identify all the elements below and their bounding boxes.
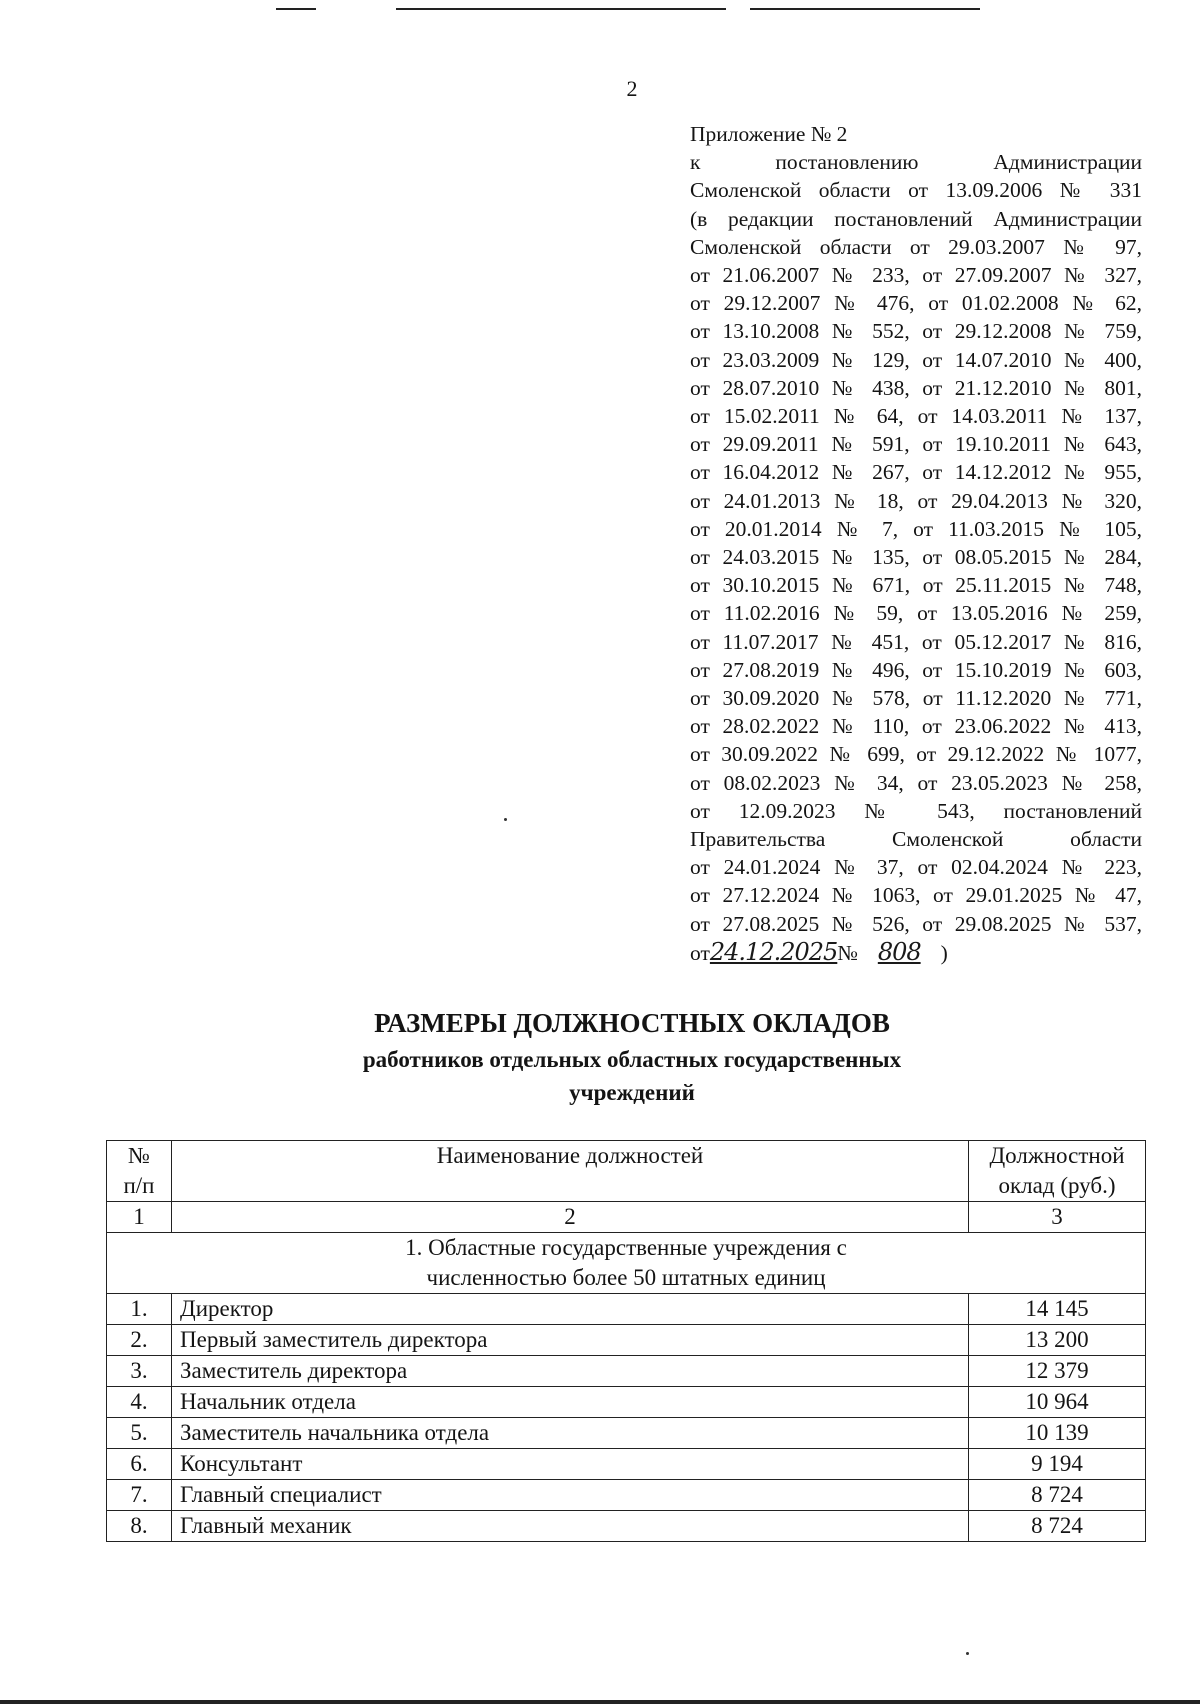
number-sign: № bbox=[837, 940, 858, 965]
annex-line: от 12.09.2023 № 543, постановлений bbox=[690, 798, 1142, 823]
row-salary: 9 194 bbox=[969, 1449, 1146, 1480]
table-row bbox=[107, 1356, 1146, 1387]
column-number: 1 bbox=[107, 1202, 172, 1233]
row-num: 5. bbox=[107, 1418, 172, 1449]
header-salary bbox=[969, 1141, 1146, 1202]
scan-artifact-bottom bbox=[0, 1700, 1200, 1704]
table-row bbox=[107, 1325, 1146, 1356]
handwritten-date: 24.12.2025 bbox=[709, 937, 838, 966]
annex-line: от 20.01.2014 № 7, от 11.03.2015 № 105, bbox=[690, 516, 1142, 541]
row-salary: 10 139 bbox=[969, 1418, 1146, 1449]
annex-line: от 28.02.2022 № 110, от 23.06.2022 № 413, bbox=[690, 714, 1142, 739]
table-row bbox=[107, 1294, 1146, 1325]
row-position: Заместитель директора bbox=[172, 1356, 969, 1387]
section-heading-line2: численностью более 50 штатных единиц bbox=[426, 1265, 826, 1290]
document-title: РАЗМЕРЫ ДОЛЖНОСТНЫХ ОКЛАДОВ bbox=[374, 1008, 890, 1038]
header-num-line2: п/п bbox=[123, 1173, 155, 1198]
row-num: 6. bbox=[107, 1449, 172, 1480]
table-row bbox=[107, 1449, 1146, 1480]
row-position: Начальник отдела bbox=[172, 1387, 969, 1418]
annex-line: от 15.02.2011 № 64, от 14.03.2011 № 137, bbox=[690, 404, 1142, 429]
annex-line: от 29.09.2011 № 591, от 19.10.2011 № 643, bbox=[690, 432, 1142, 457]
section-heading bbox=[107, 1233, 1146, 1294]
row-position: Заместитель начальника отдела bbox=[172, 1418, 969, 1449]
header-name: Наименование должностей bbox=[172, 1141, 969, 1202]
header-salary-line2: оклад (руб.) bbox=[998, 1173, 1116, 1198]
annex-line: к постановлению Администрации bbox=[690, 150, 1142, 175]
closing-paren: ) bbox=[940, 940, 948, 965]
row-salary: 8 724 bbox=[969, 1511, 1146, 1542]
row-position: Директор bbox=[172, 1294, 969, 1325]
column-number: 2 bbox=[172, 1202, 969, 1233]
row-num: 8. bbox=[107, 1511, 172, 1542]
annex-line: Смоленской области от 13.09.2006 № 331 bbox=[690, 178, 1142, 203]
row-num: 2. bbox=[107, 1325, 172, 1356]
row-num: 3. bbox=[107, 1356, 172, 1387]
annex-line: от 30.10.2015 № 671, от 25.11.2015 № 748, bbox=[690, 573, 1142, 598]
column-number: 3 bbox=[969, 1202, 1146, 1233]
annex-line: от 24.01.2024 № 37, от 02.04.2024 № 223, bbox=[690, 855, 1142, 880]
annex-line: (в редакции постановлений Администрации bbox=[690, 206, 1142, 231]
header-num bbox=[107, 1141, 172, 1202]
row-position: Консультант bbox=[172, 1449, 969, 1480]
section-row bbox=[107, 1233, 1146, 1294]
row-salary: 12 379 bbox=[969, 1356, 1146, 1387]
header-num-line1: № bbox=[128, 1143, 150, 1168]
row-position: Главный механик bbox=[172, 1511, 969, 1542]
row-num: 1. bbox=[107, 1294, 172, 1325]
table-row bbox=[107, 1387, 1146, 1418]
header-salary-line1: Должностной bbox=[989, 1143, 1125, 1168]
annex-line: от 30.09.2020 № 578, от 11.12.2020 № 771, bbox=[690, 686, 1142, 711]
row-salary: 8 724 bbox=[969, 1480, 1146, 1511]
annex-line: от 30.09.2022 № 699, от 29.12.2022 № 1077, bbox=[690, 742, 1142, 767]
scan-artifact-top-1 bbox=[276, 8, 316, 10]
annex-line: от 16.04.2012 № 267, от 14.12.2012 № 955, bbox=[690, 460, 1142, 485]
row-num: 4. bbox=[107, 1387, 172, 1418]
annex-line: Правительства Смоленской области bbox=[690, 827, 1142, 852]
row-position: Первый заместитель директора bbox=[172, 1325, 969, 1356]
annex-line: от 13.10.2008 № 552, от 29.12.2008 № 759, bbox=[690, 319, 1142, 344]
column-numbers-row bbox=[107, 1202, 1146, 1233]
scan-speck bbox=[504, 818, 507, 821]
annex-header bbox=[690, 120, 1142, 967]
document-subtitle-line1: работников отдельных областных государственных bbox=[362, 1047, 902, 1072]
table-row bbox=[107, 1511, 1146, 1542]
scan-artifact-top-2 bbox=[396, 8, 726, 10]
annex-line: от 24.03.2015 № 135, от 08.05.2015 № 284, bbox=[690, 545, 1142, 570]
annex-line: от 27.08.2025 № 526, от 29.08.2025 № 537, bbox=[690, 911, 1142, 936]
row-salary: 10 964 bbox=[969, 1387, 1146, 1418]
scan-artifact-top-3 bbox=[750, 8, 980, 10]
annex-line: от 08.02.2023 № 34, от 23.05.2023 № 258, bbox=[690, 770, 1142, 795]
row-salary: 14 145 bbox=[969, 1294, 1146, 1325]
annex-line: от 21.06.2007 № 233, от 27.09.2007 № 327, bbox=[690, 263, 1142, 288]
table-row bbox=[107, 1480, 1146, 1511]
scan-speck bbox=[966, 1652, 969, 1655]
annex-line: от 27.08.2019 № 496, от 15.10.2019 № 603, bbox=[690, 657, 1142, 682]
annex-line: от 24.01.2013 № 18, от 29.04.2013 № 320, bbox=[690, 488, 1142, 513]
annex-line: от 11.02.2016 № 59, от 13.05.2016 № 259, bbox=[690, 601, 1142, 626]
section-heading-line1: 1. Областные государственные учреждения с bbox=[405, 1235, 847, 1260]
row-position: Главный специалист bbox=[172, 1480, 969, 1511]
row-num: 7. bbox=[107, 1480, 172, 1511]
annex-last-prefix: от bbox=[690, 940, 710, 965]
handwritten-number: 808 bbox=[877, 937, 921, 966]
annex-line: Смоленской области от 29.03.2007 № 97, bbox=[690, 234, 1142, 259]
annex-line: от 28.07.2010 № 438, от 21.12.2010 № 801, bbox=[690, 375, 1142, 400]
document-subtitle-line2: учреждений bbox=[569, 1080, 695, 1105]
annex-line: от 29.12.2007 № 476, от 01.02.2008 № 62, bbox=[690, 291, 1142, 316]
annex-line: от 11.07.2017 № 451, от 05.12.2017 № 816, bbox=[690, 629, 1142, 654]
salary-table bbox=[106, 1140, 1146, 1542]
page-number: 2 bbox=[626, 76, 638, 101]
row-salary: 13 200 bbox=[969, 1325, 1146, 1356]
annex-line: от 23.03.2009 № 129, от 14.07.2010 № 400, bbox=[690, 347, 1142, 372]
annex-last-line bbox=[690, 938, 1142, 967]
annex-line: Приложение № 2 bbox=[690, 122, 848, 146]
annex-line: от 27.12.2024 № 1063, от 29.01.2025 № 47, bbox=[690, 883, 1142, 908]
table-header-row bbox=[107, 1141, 1146, 1202]
table-row bbox=[107, 1418, 1146, 1449]
